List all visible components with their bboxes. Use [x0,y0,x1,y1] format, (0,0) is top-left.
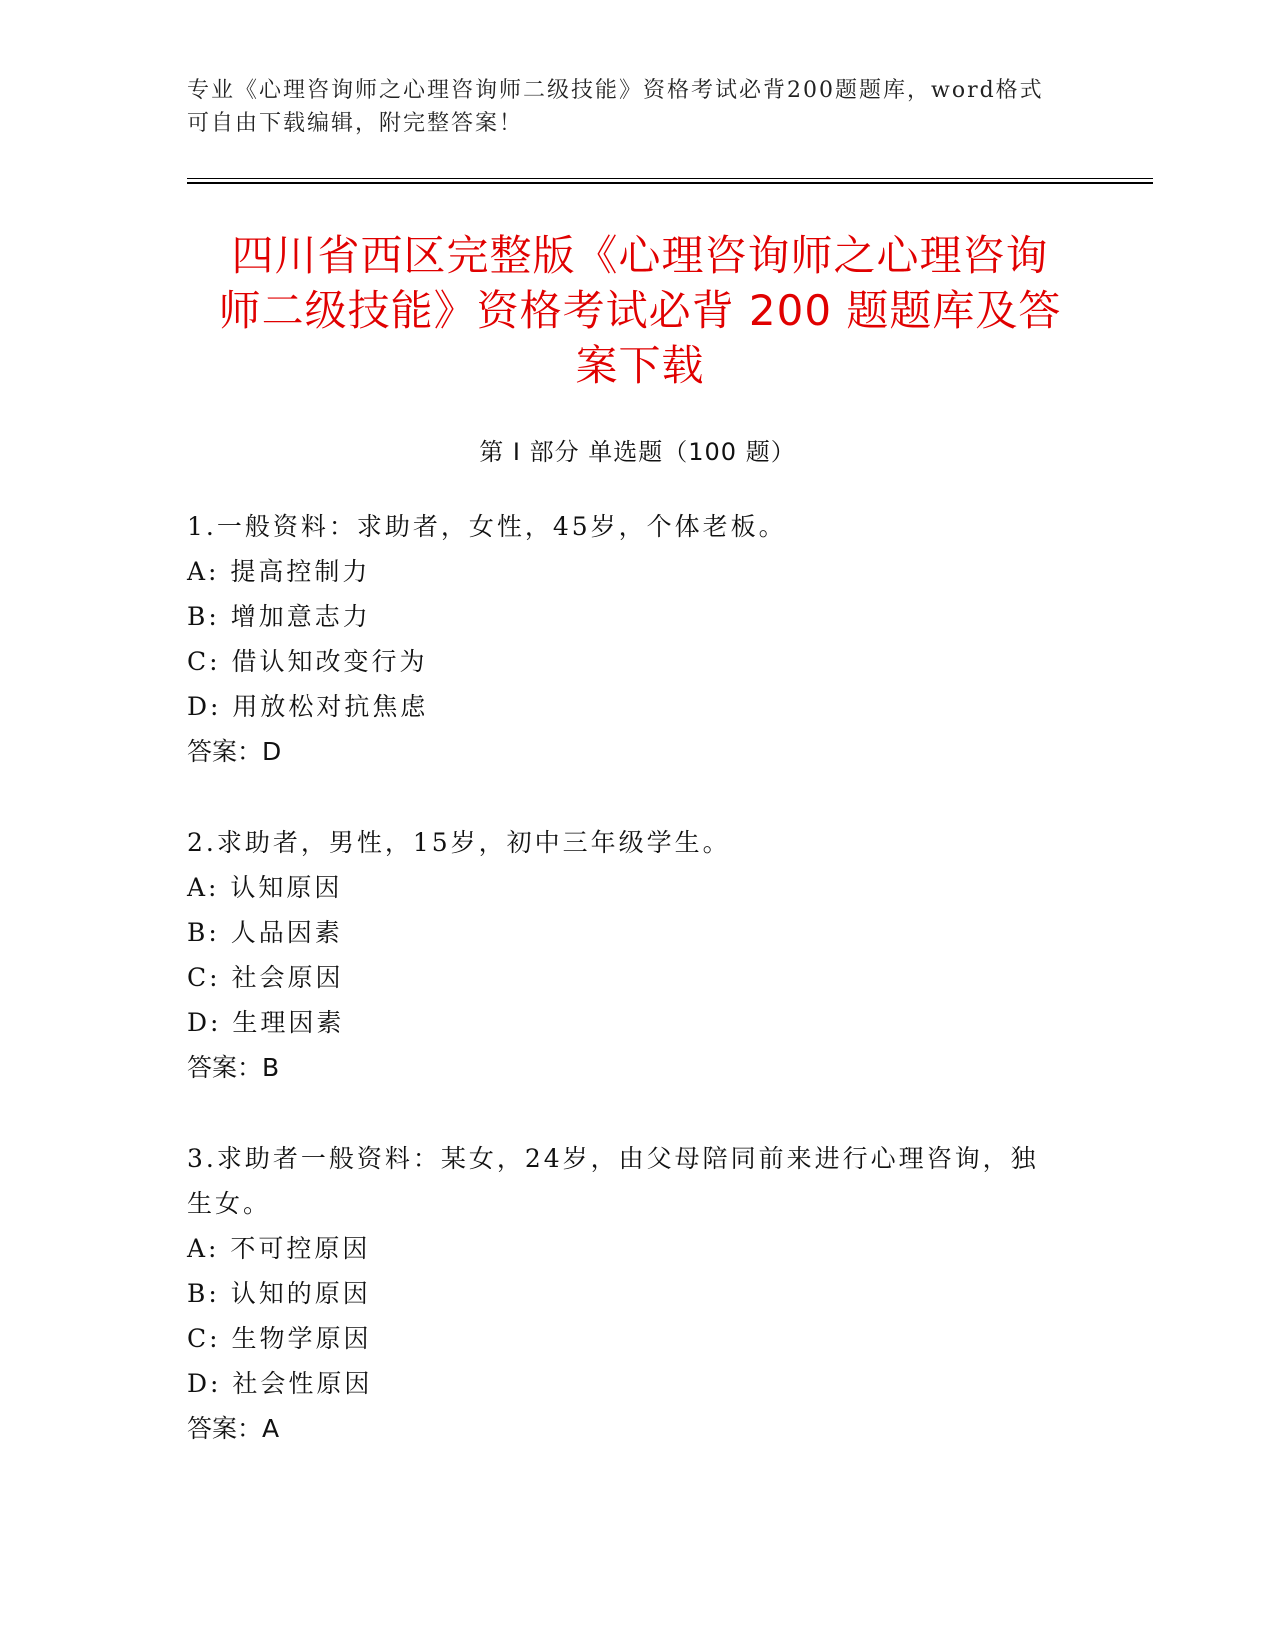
question-text: 3.求助者一般资料：某女，24岁，由父母陪同前来进行心理咨询，独 [187,1144,1039,1173]
header-note-line-2: 可自由下载编辑，附完整答案！ [187,111,524,136]
option-d: D: 用放松对抗焦虑 [187,692,429,721]
question-2 [187,820,1067,1090]
option-d: D: 生理因素 [187,1008,345,1037]
option-a: A: 提高控制力 [187,557,371,586]
document-title-line-2: 师二级技能》资格考试必背 200 题题库及答 [218,286,1062,335]
section-title: 第 I 部分 单选题（100 题） [479,438,796,466]
answer: 答案：A [187,1414,280,1443]
document-title-line-3: 案下载 [575,341,705,390]
option-c: C: 借认知改变行为 [187,647,428,676]
document-title [190,228,1090,393]
option-c: C: 社会原因 [187,963,344,992]
option-a: A: 不可控原因 [187,1234,371,1263]
header-note [187,74,1067,140]
answer: 答案：D [187,737,282,766]
question-1 [187,504,1067,774]
question-text: 2.求助者，男性，15岁，初中三年级学生。 [187,828,731,857]
question-text: 1.一般资料：求助者，女性，45岁，个体老板。 [187,512,787,541]
option-b: B: 增加意志力 [187,602,371,631]
option-d: D: 社会性原因 [187,1369,373,1398]
divider-thin-line [187,178,1153,179]
divider-thick-line [187,182,1153,184]
question-3 [187,1136,1067,1451]
question-text-continued: 生女。 [187,1189,272,1218]
answer: 答案：B [187,1053,280,1082]
option-b: B: 认知的原因 [187,1279,371,1308]
header-note-line-1: 专业《心理咨询师之心理咨询师二级技能》资格考试必背200题题库，word格式 [187,78,1044,103]
option-b: B: 人品因素 [187,918,343,947]
header-divider [187,178,1153,184]
option-c: C: 生物学原因 [187,1324,372,1353]
document-title-line-1: 四川省西区完整版《心理咨询师之心理咨询 [231,231,1049,280]
option-a: A: 认知原因 [187,873,343,902]
